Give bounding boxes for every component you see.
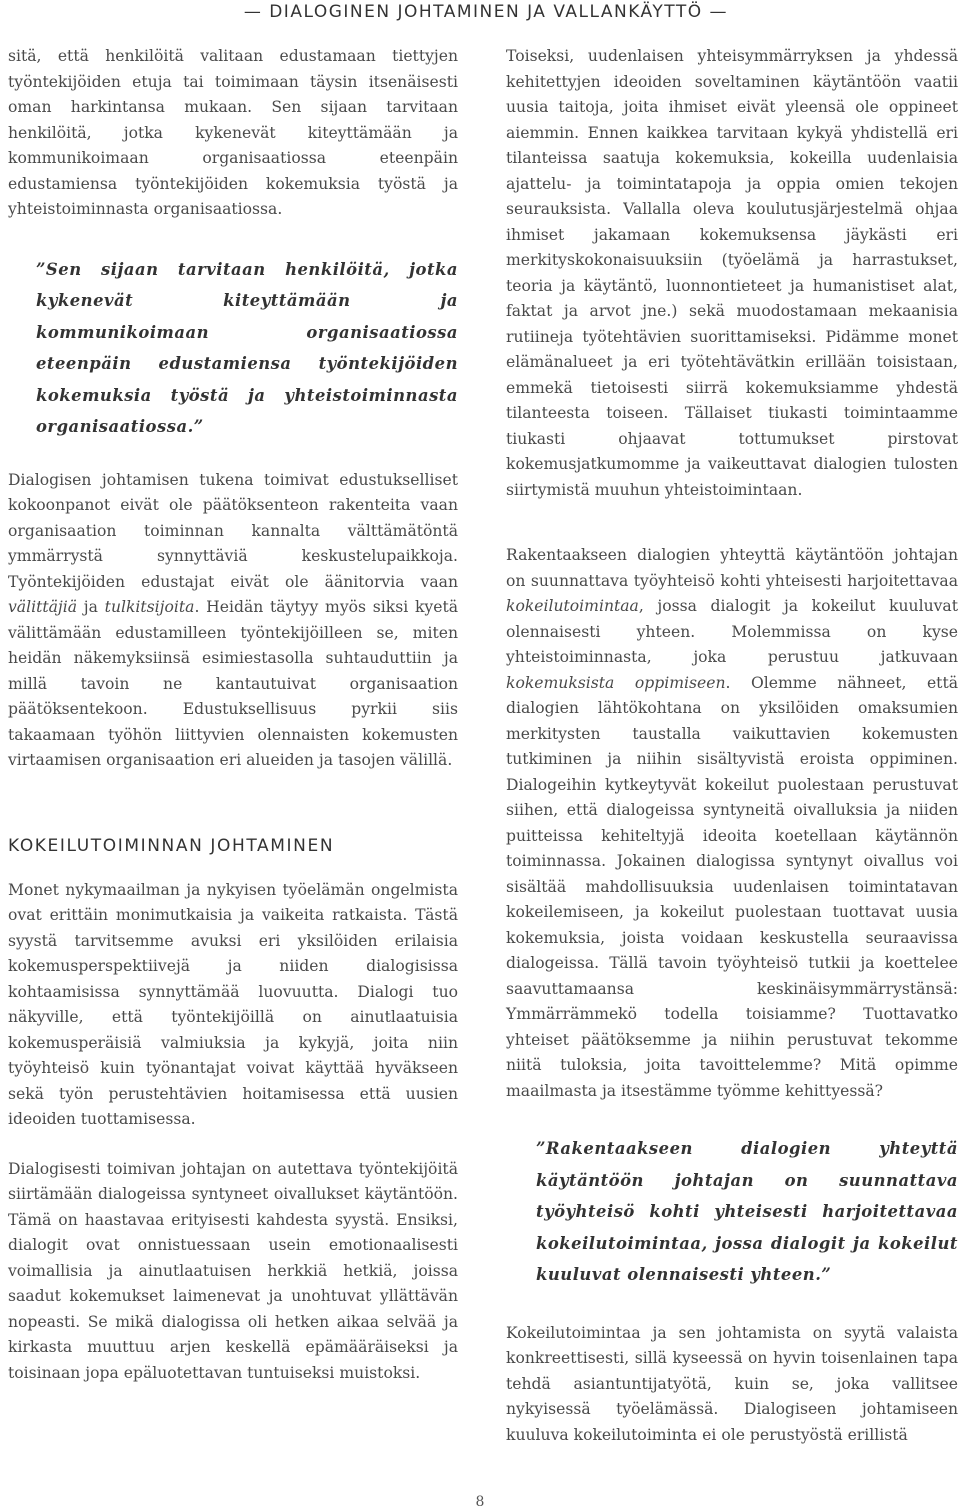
spacer: [506, 503, 958, 543]
paragraph: sitä, että henkilöitä valitaan edustamaan tiettyjen työntekijöiden etuja tai toimimaan täysin itsenäisesti oman harkintansa mukaan. Sen sijaan tarvitaan henkilöitä, jotka kykenevät kiteyttämään ja kommunikoimaan organisaatiossa eteenpäin edustamiensa työntekijöiden kokemuksia työstä ja yhteistoiminnasta organisaatiossa.: [8, 47, 458, 218]
text-run: , jossa dialogit ja kokeilut kuuluvat olennaisesti yhteen. Molemmissa on kyse yhteistoiminnasta, joka perustuu jatkuvaan: [506, 597, 958, 666]
running-title: — DIALOGINEN JOHTAMINEN JA VALLANKÄYTTÖ —: [243, 2, 728, 22]
spacer: [8, 1133, 458, 1157]
text-run: . Heidän täytyy myös siksi kyetä välittämään edustamilleen työntekijöilleen se, miten heidän näkemyksiinsä esimiestasolla suhtauduttiin ja millä tavoin ne kantautuivat organisaation päätöksentekoon. Edustuksellisuus pyrkii siis takaamaan työhön liittyvien olennaisten kokemusten virtaamisen organisaation eri alueiden ja tasojen välillä.: [8, 598, 459, 769]
text-run: Rakentaakseen dialogien yhteyttä käytäntöön johtajan on suunnattava työyhteisö kohti yhteisesti harjoitettavaa: [506, 546, 958, 590]
running-header: [0, 2, 960, 22]
emphasis: kokemuksista oppimiseen: [506, 673, 726, 692]
paragraph: [506, 543, 958, 1104]
pull-quote: ”Rakentaakseen dialogien yhteyttä käytäntöön johtajan on suunnattava työyhteisö kohti yhteisesti harjoitettavaa kokeilutoimintaa, jossa dialogit ja kokeilut kuuluvat olennaisesti yhteen.”: [536, 1139, 958, 1284]
paragraph: Kokeilutoimintaa ja sen johtamista on syytä valaista konkreettisesti, sillä kyseessä on hyvin toisenlainen tapa tehdä asiantuntijatyötä, kuin se, joka vallitsee nykyisessä työelämässä. Dialogiseen johtamiseen kuuluva kokeilutoiminta ei ole perustyöstä erillistä: [506, 1323, 958, 1444]
paragraph: Dialogisesti toimivan johtajan on autettava työntekijöitä siirtämään dialogeissa syntyneet oivallukset käytäntöön. Tämä on haastavaa erityisesti kahdesta syystä. Ensiksi, dialogit ovat onnistuessaan usein emotionaalisesti voimallisia ja ainutlaatuisen herkkiä hetkiä, joissa saadut kokemukset laimenevat ja unohtuvat yllättävän nopeasti. Se mikä dialogissa oli hetken aikaa selvää ja kirkasta muuttuu arjen keskellä epämääräiseksi ja toisinaan jopa epäluotettavan tuntuiseksi muistoksi.: [8, 1159, 458, 1382]
paragraph: [8, 468, 458, 774]
text-run: ja: [77, 598, 105, 616]
emphasis: tulkitsijoita: [104, 598, 195, 616]
emphasis: välittäjiä: [8, 598, 78, 616]
emphasis: kokeilutoimintaa: [506, 597, 639, 615]
page-number: 8: [475, 1494, 485, 1510]
paragraph: Toiseksi, uudenlaisen yhteisymmärryksen ja yhdessä kehitettyjen ideoiden soveltaminen käytäntöön vaatii uusia taitoja, joita ihmiset eivät yleensä ole oppineet aiemmin. Ennen kaikkea tarvitaan kykyä yhdistellä eri tilanteissa saatuja kokemuksia, kokeilla uudenlaisia ajattelu- ja toimintatapoja ja oppia omien tekojen seurauksista. Vallalla oleva koulutusjärjestelmä ohjaa ihmiset jakamaan kokemuksensa jäykästi eri merkityskokonaisuuksiin (työelämä ja harrastukset, teoria ja käytäntö, luonnontieteet ja humanistiset alat, faktat ja arvot jne.) sekä muodostamaan mekaanisia rutiineja työtehtävien suorittamiseksi. Pidämme monet elämänalueet ja eri työtehtävätkin erillään toisistaan, emmekä tietoisesti siirrä kokemuksiamme yhdestä tilanteesta toiseen. Tällaiset tiukasti toimintaamme tiukasti ohjaavat tottumukset pirstovat kokemusjatkumomme ja vaikeuttavat dialogien tulosten siirtymistä muuhun yhteistoimintaan.: [506, 47, 958, 499]
section-heading: KOKEILUTOIMINNAN JOHTAMINEN: [8, 835, 335, 856]
paragraph: Monet nykymaailman ja nykyisen työelämän ongelmista ovat erittäin monimutkaisia ja vaikeita ratkaista. Tästä syystä tarvitsemme avuksi eri yksilöiden erilaisia kokemusperspektiivejä ja niiden dialogisissa kohtaamisissa synnyttämää luovuutta. Dialogi tuo näkyville, että työntekijöillä on ainutlaatuisia kokemusperäisiä valmiuksia ja kykyjä, joita niin työyhteisö kuin työnantajat voivat käyttää hyväkseen sekä työn perustehtävien hoitamisessa että uusien ideoiden tuottamisessa.: [8, 880, 458, 1128]
text-run: Dialogisen johtamisen tukena toimivat edustukselliset kokoonpanot eivät ole päätöksenteon rakenteita vaan organisaation toiminnan kannalta välttämätöntä ymmärrystä synnyttäviä keskustelupaikkoja. Työntekijöiden edustajat eivät ole äänitorvia vaan: [8, 470, 458, 591]
right-column: [506, 44, 958, 1448]
pull-quote: ”Sen sijaan tarvitaan henkilöitä, jotka kykenevät kiteyttämään ja kommunikoimaan organisaatiossa eteenpäin edustamiensa työntekijöiden kokemuksia työstä ja yhteistoiminnasta organisaatiossa.”: [36, 259, 458, 436]
text-run: . Olemme nähneet, että dialogien lähtökohtana on yksilöiden omaksumien merkitysten taustalla vaikuttavien kokemusten tutkiminen ja niihin sisältyvistä eroista oppiminen. Dialogeihin kytkeytyvät kokeilut puolestaan perustuvat siihen, että dialogeissa syntyneitä oivalluksia ja niiden puitteissa kehiteltyjä ideoita koetellaan käytännön toiminnassa. Jokainen dialogissa syntynyt oivallus voi sisältää mahdollisuuksia uudenlaisen toimintatavan kokeilemiseen, ja kokeilut puolestaan tuottavat uusia kokemuksia, joista voidaan keskustella seuraavissa dialogeissa. Tällä tavoin työyhteisö tutkii ja koettelee saavuttamaansa keskinäisymmärrystänsä: Ymmärrämmekö todella toisiamme? Tuottavatko yhteiset päätöksemme ja niihin perustuvat tekomme niitä tuloksia, joita tavoittelemme? Mitä opimme maailmasta ja itsestämme työmme kehittyessä?: [506, 673, 959, 1100]
left-column: [8, 44, 458, 1386]
